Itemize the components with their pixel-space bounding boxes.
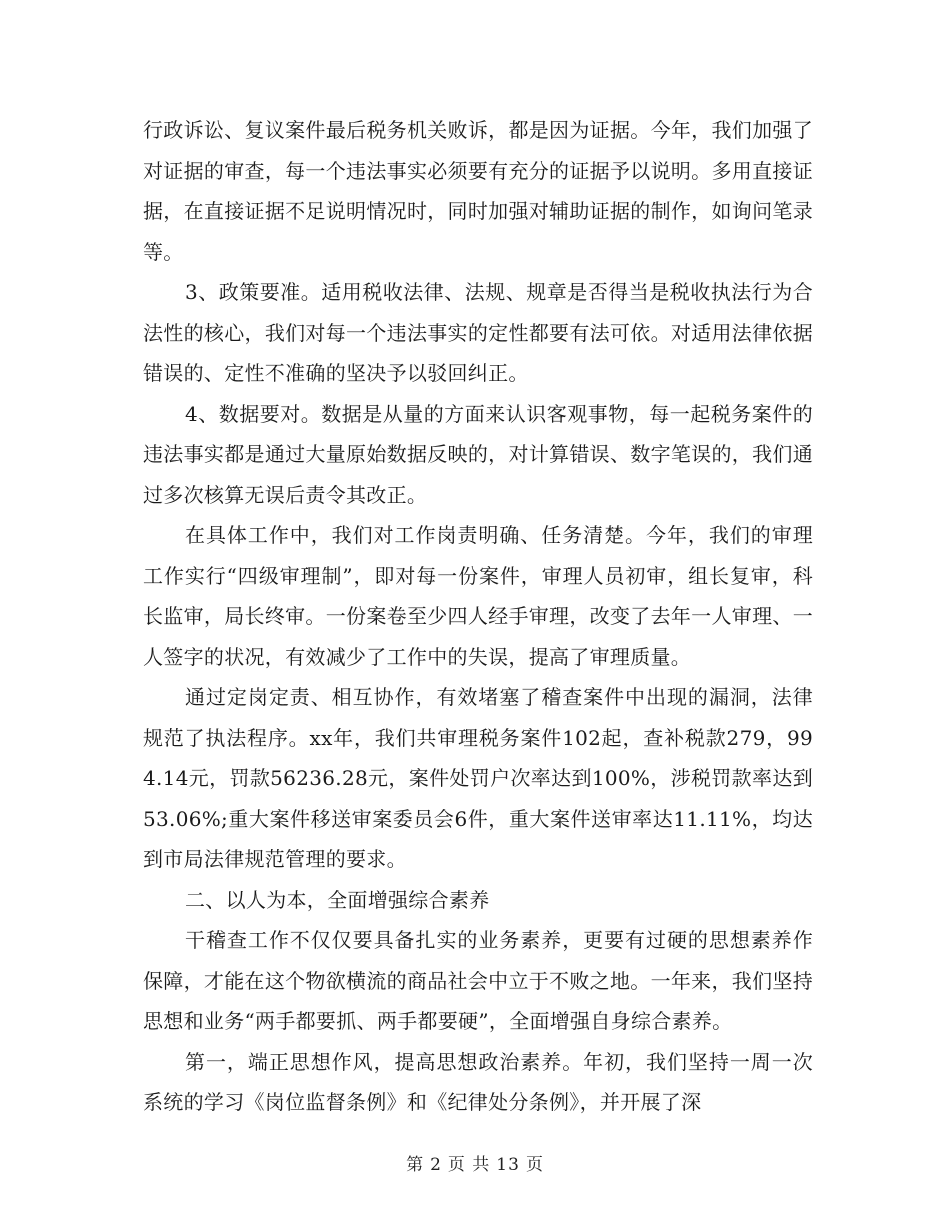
- paragraph-data: 4、数据要对。数据是从量的方面来认识客观事物，每一起税务案件的违法事实都是通过大量原始数据反映的，对计算错误、数字笔误的，我们通过多次核算无误后责令其改正。: [143, 401, 813, 507]
- section-heading-people-oriented: 二、以人为本，全面增强综合素养: [185, 887, 490, 912]
- footer-middle: 页 共: [447, 1155, 491, 1175]
- paragraph-review-system: 在具体工作中，我们对工作岗责明确、任务清楚。今年，我们的审理工作实行“四级审理制”，即对每一份案件，审理人员初审，组长复审，科长监审，局长终审。一份案卷至少四人经手审理，改变了去年一人审理、一人签字的状况，有效减少了工作中的失误，提高了审理质量。: [143, 523, 813, 669]
- footer-total-pages: 13: [496, 1155, 520, 1175]
- footer-prefix: 第: [406, 1155, 425, 1175]
- footer-suffix: 页: [525, 1155, 544, 1175]
- document-body: [143, 110, 813, 1123]
- paragraph-ideology: 第一，端正思想作风，提高思想政治素养。年初，我们坚持一周一次系统的学习《岗位监督条例》和《纪律处分条例》，并开展了深: [143, 1049, 813, 1114]
- footer-page-number: 2: [430, 1155, 442, 1175]
- paragraph-evidence-continued: 行政诉讼、复议案件最后税务机关败诉，都是因为证据。今年，我们加强了对证据的审查，每一个违法事实必须要有充分的证据予以说明。多用直接证据，在直接证据不足说明情况时，同时加强对辅助证据的制作，如询问笔录等。: [143, 118, 813, 264]
- page-footer: [0, 1153, 950, 1177]
- paragraph-statistics: 通过定岗定责、相互协作，有效堵塞了稽查案件中出现的漏洞，法律规范了执法程序。xx年，我们共审理税务案件102起，查补税款279，994.14元，罚款56236.28元，案件处罚户次率达到100%，涉税罚款率达到53.06%;重大案件移送审案委员会6件，重大案件送审率达11.11%，均达到市局法律规范管理的要求。: [143, 685, 813, 871]
- paragraph-quality: 干稽查工作不仅仅要具备扎实的业务素养，更要有过硬的思想素养作保障，才能在这个物欲横流的商品社会中立于不败之地。一年来，我们坚持思想和业务“两手都要抓、两手都要硬”，全面增强自身综合素养。: [143, 928, 813, 1033]
- paragraph-policy: 3、政策要准。适用税收法律、法规、规章是否得当是税收执法行为合法性的核心，我们对每一个违法事实的定性都要有法可依。对适用法律依据错误的、定性不准确的坚决予以驳回纠正。: [143, 280, 813, 385]
